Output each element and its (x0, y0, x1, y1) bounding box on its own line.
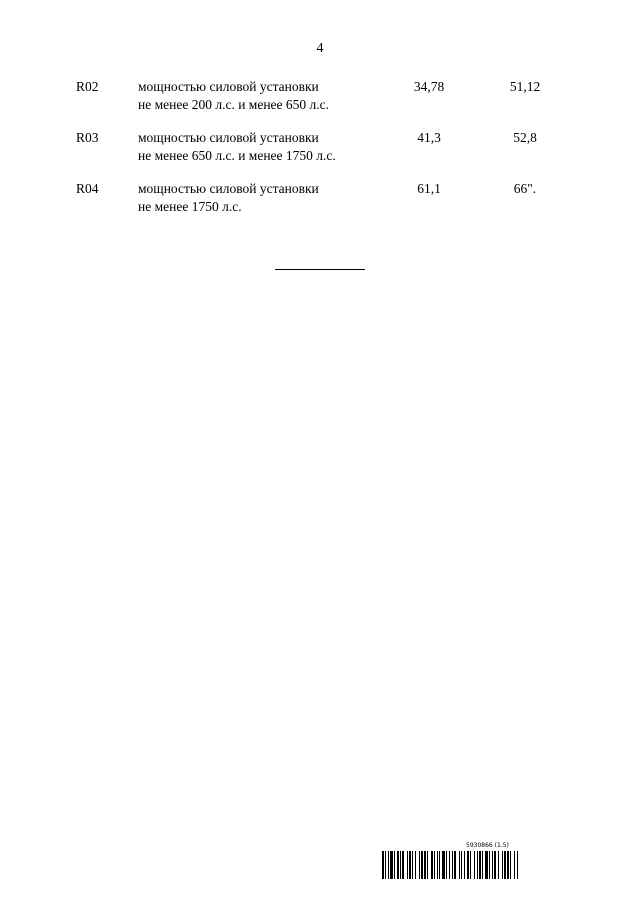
barcode-caption: 5930866 (1.5) (466, 842, 509, 849)
row-value-1: 41,3 (417, 130, 441, 145)
row-description-line: мощностью силовой установки (138, 79, 319, 94)
row-description-line: мощностью силовой установки (138, 181, 319, 196)
document-barcode (382, 842, 592, 882)
table-row (0, 78, 640, 114)
row-value-1: 34,78 (413, 79, 445, 94)
row-description (138, 78, 388, 114)
row-value-2: 66". (513, 181, 537, 196)
table-row (0, 129, 640, 165)
row-description (138, 180, 388, 216)
row-description-line: мощностью силовой установки (138, 130, 319, 145)
row-code: R03 (76, 130, 99, 145)
row-value-2: 52,8 (513, 130, 537, 145)
row-description (138, 129, 388, 165)
row-code: R02 (76, 79, 99, 94)
end-of-document-divider (275, 269, 365, 270)
row-value-1: 61,1 (417, 181, 441, 196)
row-description-line: не менее 1750 л.с. (138, 199, 242, 214)
row-description-line: не менее 650 л.с. и менее 1750 л.с. (138, 148, 336, 163)
table-row (0, 180, 640, 216)
row-value-2: 51,12 (509, 79, 541, 94)
barcode-bar (518, 851, 519, 879)
page-number: 4 (316, 41, 324, 56)
barcode-image (382, 851, 592, 879)
row-code: R04 (76, 181, 99, 196)
row-description-line: не менее 200 л.с. и менее 650 л.с. (138, 97, 330, 112)
